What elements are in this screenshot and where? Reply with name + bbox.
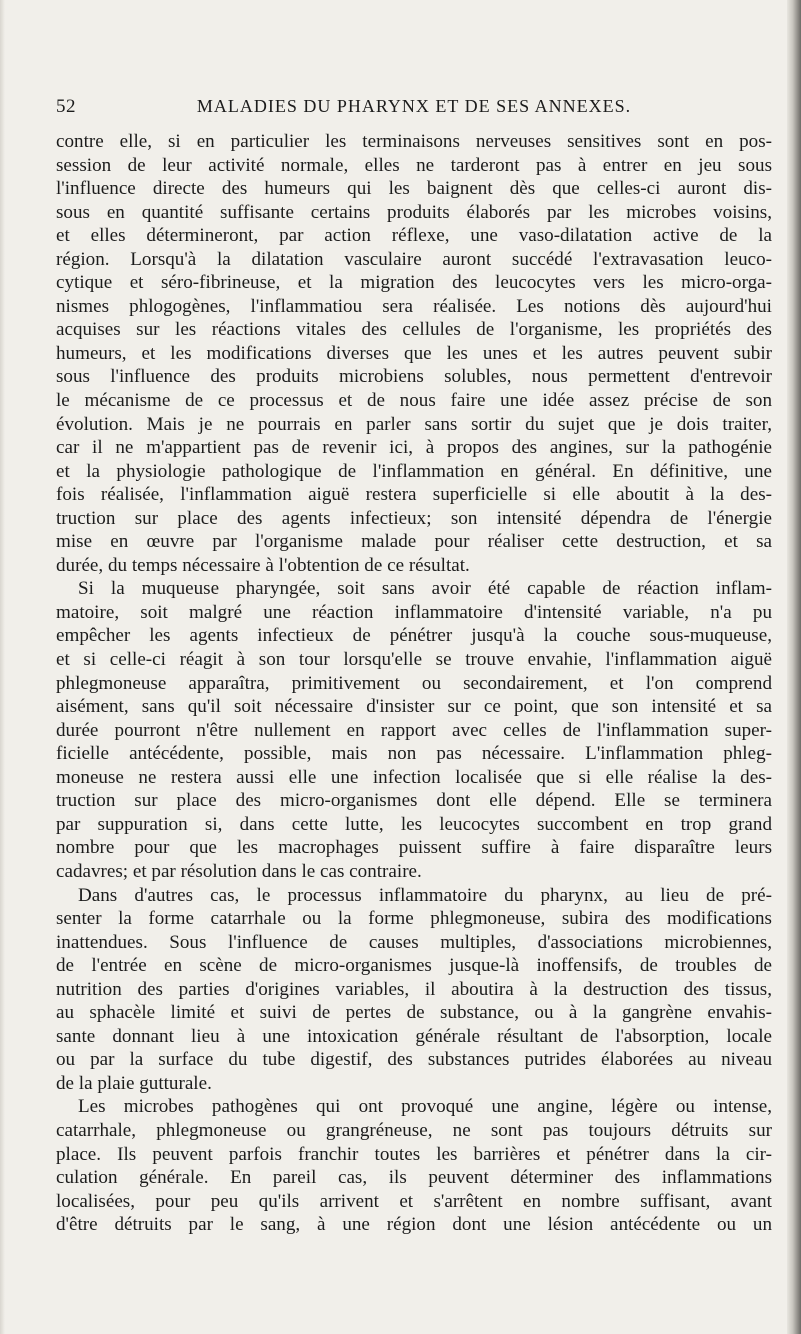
text-line: nutrition des parties d'origines variables, il aboutira à la destruction des tissus, bbox=[56, 978, 772, 1000]
text-line: acquises sur les réactions vitales des cellules de l'organisme, les propriétés des bbox=[56, 319, 772, 341]
text-line: inattendues. Sous l'influence de causes multiples, d'associations microbiennes, bbox=[56, 931, 772, 953]
text-line: Si la muqueuse pharyngée, soit sans avoir été capable de réaction inflam- bbox=[78, 578, 772, 600]
text-line: et si celle-ci réagit à son tour lorsqu'elle se trouve envahie, l'inflammation aiguë bbox=[56, 649, 772, 671]
text-line: car il ne m'appartient pas de revenir ici, à propos des angines, sur la pathogénie bbox=[56, 437, 772, 459]
text-line: ficielle antécédente, possible, mais non pas nécessaire. L'inflammation phleg- bbox=[56, 743, 772, 765]
text-line: humeurs, et les modifications diverses que les unes et les autres peuvent subir bbox=[56, 342, 772, 364]
text-line: localisées, pour peu qu'ils arrivent et s'arrêtent en nombre suffisant, avant bbox=[56, 1190, 772, 1212]
text-line: catarrhale, phlegmoneuse ou grangréneuse, ne sont pas toujours détruits sur bbox=[56, 1119, 772, 1141]
text-line: Les microbes pathogènes qui ont provoqué une angine, légère ou intense, bbox=[78, 1096, 772, 1118]
text-line: nismes phlogogènes, l'inflammatiou sera réalisée. Les notions dès aujourd'hui bbox=[56, 295, 772, 317]
running-head: MALADIES DU PHARYNX ET DE SES ANNEXES. bbox=[196, 96, 632, 116]
text-line: matoire, soit malgré une réaction inflammatoire d'intensité variable, n'a pu bbox=[56, 601, 772, 623]
text-line: le mécanisme de ce processus et de nous faire une idée assez précise de son bbox=[56, 390, 772, 412]
text-line: de l'entrée en scène de micro-organismes jusque-là inoffensifs, de troubles de bbox=[56, 955, 772, 977]
page-right-edge-shadow bbox=[787, 0, 801, 1334]
text-line: l'influence directe des humeurs qui les baignent dès que celles-ci auront dis- bbox=[56, 178, 772, 200]
text-line: senter la forme catarrhale ou la forme phlegmoneuse, subira des modifications bbox=[56, 908, 772, 930]
text-line: ou par la surface du tube digestif, des substances putrides élaborées au niveau bbox=[56, 1049, 772, 1071]
text-line: sous en quantité suffisante certains produits élaborés par les microbes voisins, bbox=[56, 201, 772, 223]
text-line: session de leur activité normale, elles ne tarderont pas à entrer en jeu sous bbox=[56, 154, 772, 176]
text-line: d'être détruits par le sang, à une région dont une lésion antécédente ou un bbox=[56, 1214, 772, 1236]
page-number: 52 bbox=[56, 96, 76, 117]
page-left-edge bbox=[0, 0, 5, 1334]
text-line: durée, du temps nécessaire à l'obtention de ce résultat. bbox=[56, 554, 470, 576]
text-line: par suppuration si, dans cette lutte, les leucocytes succombent en trop grand bbox=[56, 813, 772, 835]
text-line: empêcher les agents infectieux de pénétrer jusqu'à la couche sous-muqueuse, bbox=[56, 625, 772, 647]
text-line: nombre pour que les macrophages puissent suffire à faire disparaître leurs bbox=[56, 837, 772, 859]
text-line: phlegmoneuse apparaîtra, primitivement ou secondairement, et l'on comprend bbox=[56, 672, 772, 694]
text-line: sante donnant lieu à une intoxication générale résultant de l'absorption, locale bbox=[56, 1025, 772, 1047]
text-line: mise en œuvre par l'organisme malade pour réaliser cette destruction, et sa bbox=[56, 531, 772, 553]
page-header bbox=[56, 96, 772, 120]
text-line: durée pourront n'être nullement en rapport avec celles de l'inflammation super- bbox=[56, 719, 772, 741]
text-line: évolution. Mais je ne pourrais en parler sans sortir du sujet que je dois traiter, bbox=[56, 413, 772, 435]
body-text bbox=[56, 130, 772, 1237]
text-line: cadavres; et par résolution dans le cas contraire. bbox=[56, 860, 422, 882]
text-line: cytique et séro-fibrineuse, et la migration des leucocytes vers les micro-orga- bbox=[56, 272, 772, 294]
text-line: région. Lorsqu'à la dilatation vasculaire auront succédé l'extravasation leuco- bbox=[56, 248, 772, 270]
text-line: contre elle, si en particulier les terminaisons nerveuses sensitives sont en pos- bbox=[56, 131, 772, 152]
text-line: Dans d'autres cas, le processus inflammatoire du pharynx, au lieu de pré- bbox=[78, 884, 772, 906]
text-line: place. Ils peuvent parfois franchir toutes les barrières et pénétrer dans la cir- bbox=[56, 1143, 772, 1165]
text-line: au sphacèle limité et suivi de pertes de substance, ou à la gangrène envahis- bbox=[56, 1002, 772, 1024]
text-line: truction sur place des micro-organismes dont elle dépend. Elle se terminera bbox=[56, 790, 772, 812]
text-line: truction sur place des agents infectieux; son intensité dépendra de l'énergie bbox=[56, 507, 772, 529]
text-line: et elles détermineront, par action réflexe, une vaso-dilatation active de la bbox=[56, 225, 772, 247]
text-line: sous l'influence des produits microbiens solubles, nous permettent d'entrevoir bbox=[56, 366, 772, 388]
text-line: fois réalisée, l'inflammation aiguë restera superficielle si elle aboutit à la des- bbox=[56, 484, 772, 506]
text-line: et la physiologie pathologique de l'inflammation en général. En définitive, une bbox=[56, 460, 772, 482]
text-line: de la plaie gutturale. bbox=[56, 1072, 212, 1094]
text-line: aisément, sans qu'il soit nécessaire d'insister sur ce point, que son intensité et sa bbox=[56, 696, 772, 718]
text-line: culation générale. En pareil cas, ils peuvent déterminer des inflammations bbox=[56, 1167, 772, 1189]
text-line: moneuse ne restera aussi elle une infection localisée que si elle réalise la des- bbox=[56, 766, 772, 788]
